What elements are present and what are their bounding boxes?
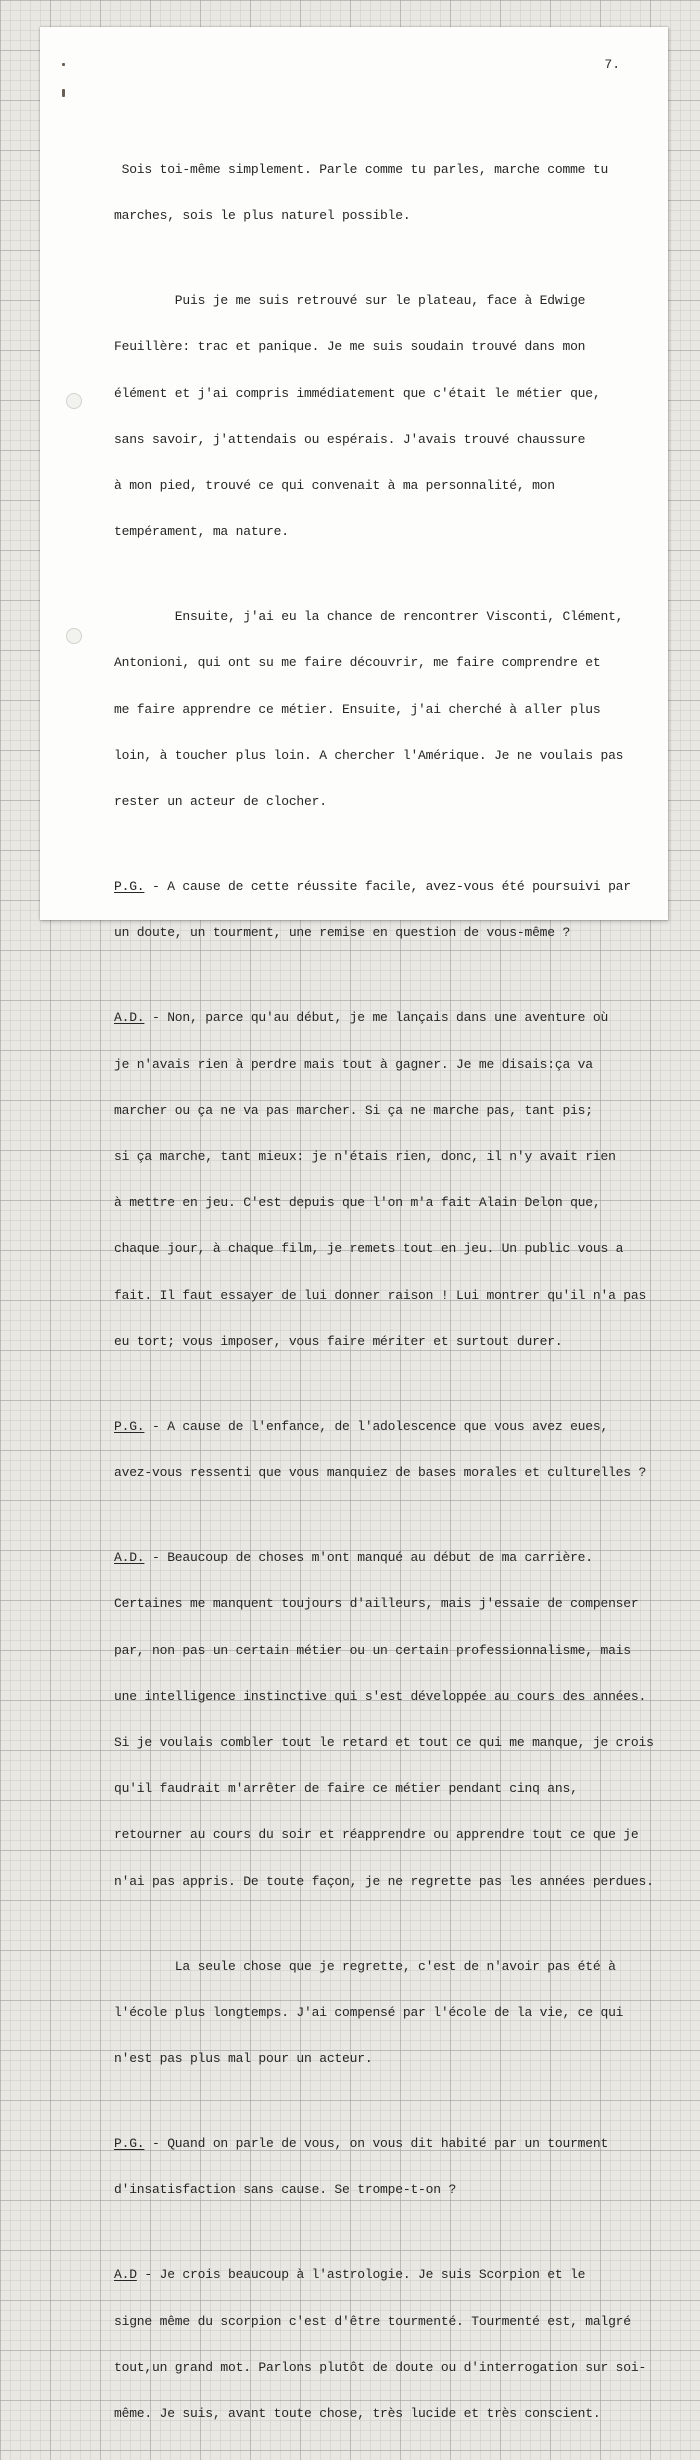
paragraph-regret bbox=[114, 1928, 674, 2097]
question-2 bbox=[114, 1388, 674, 1511]
text-line: Feuillère: trac et panique. Je me suis soudain trouvé dans mon bbox=[114, 339, 586, 355]
text-line bbox=[114, 2267, 674, 2282]
page-number: 7. bbox=[604, 57, 620, 72]
speaker-label: P.G. bbox=[114, 2136, 145, 2152]
text-line: Si je voulais combler tout le retard et tout ce qui me manque, je crois bbox=[114, 1735, 654, 1751]
punch-hole bbox=[66, 628, 82, 644]
text-line: sans savoir, j'attendais ou espérais. J'avais trouvé chaussure bbox=[114, 431, 586, 447]
text-line: eu tort; vous imposer, vous faire mériter et surtout durer. bbox=[114, 1333, 563, 1349]
text-line: Antonioni, qui ont su me faire découvrir, me faire comprendre et bbox=[114, 655, 601, 671]
text-line: chaque jour, à chaque film, je remets tout en jeu. Un public vous a bbox=[114, 1241, 624, 1257]
text-line: La seule chose que je regrette, c'est de n'avoir pas été à bbox=[114, 1958, 616, 1974]
text-line: marches, sois le plus naturel possible. bbox=[114, 208, 411, 224]
answer-1 bbox=[114, 980, 674, 1381]
paragraph-directors bbox=[114, 578, 674, 840]
text-line-rest: - Non, parce qu'au début, je me lançais dans une aventure où bbox=[144, 1010, 609, 1026]
text-line: si ça marche, tant mieux: je n'étais rien, donc, il n'y avait rien bbox=[114, 1149, 616, 1164]
question-3 bbox=[114, 2105, 674, 2228]
text-line-rest: - Beaucoup de choses m'ont manqué au début de ma carrière. bbox=[144, 1550, 593, 1566]
text-line-rest: - Quand on parle de vous, on vous dit habité par un tourment bbox=[144, 2136, 609, 2152]
text-line: retourner au cours du soir et réapprendre ou apprendre tout ce que je bbox=[114, 1827, 639, 1843]
text-line: à mon pied, trouvé ce qui convenait à ma personnalité, mon bbox=[114, 477, 555, 493]
speaker-label: P.G. bbox=[114, 879, 145, 895]
text-line: d'insatisfaction sans cause. Se trompe-t-on ? bbox=[114, 2182, 457, 2198]
text-line: Sois toi-même simplement. Parle comme tu parles, marche comme tu bbox=[114, 161, 609, 177]
text-line: Certaines me manquent toujours d'ailleurs, mais j'essaie de compenser bbox=[114, 1596, 639, 1612]
text-line-rest: - A cause de cette réussite facile, avez-vous été poursuivi par bbox=[144, 879, 631, 895]
text-line: n'est pas plus mal pour un acteur. bbox=[114, 2051, 373, 2067]
answer-3 bbox=[114, 2237, 674, 2453]
speaker-label: A.D. bbox=[114, 1550, 145, 1566]
text-line: qu'il faudrait m'arrêter de faire ce métier pendant cinq ans, bbox=[114, 1781, 578, 1797]
text-line bbox=[114, 2136, 674, 2151]
text-line: un doute, un tourment, une remise en question de vous-même ? bbox=[114, 925, 571, 941]
text-line: rester un acteur de clocher. bbox=[114, 794, 327, 810]
text-line: même. Je suis, avant toute chose, très lucide et très conscient. bbox=[114, 2406, 601, 2422]
punch-hole bbox=[66, 393, 82, 409]
text-line-rest: - Je crois beaucoup à l'astrologie. Je suis Scorpion et le bbox=[136, 2267, 586, 2283]
text-line: je n'avais rien à perdre mais tout à gagner. Je me disais:ça va bbox=[114, 1056, 593, 1072]
ink-mark bbox=[62, 63, 65, 66]
text-line: me faire apprendre ce métier. Ensuite, j'ai cherché à aller plus bbox=[114, 701, 601, 717]
speaker-label: P.G. bbox=[114, 1418, 145, 1434]
answer-2 bbox=[114, 1519, 674, 1920]
text-line: fait. Il faut essayer de lui donner raison ! Lui montrer qu'il n'a pas bbox=[114, 1287, 647, 1303]
question-1 bbox=[114, 848, 674, 971]
paragraph-plateau bbox=[114, 262, 674, 570]
speaker-label: A.D bbox=[114, 2267, 137, 2283]
text-line: Ensuite, j'ai eu la chance de rencontrer Visconti, Clément, bbox=[114, 609, 624, 625]
text-line: par, non pas un certain métier ou un certain professionnalisme, mais bbox=[114, 1642, 631, 1658]
text-line: tempérament, ma nature. bbox=[114, 524, 289, 540]
text-line: l'école plus longtemps. J'ai compensé par l'école de la vie, ce qui bbox=[114, 2004, 624, 2020]
speaker-label: A.D. bbox=[114, 1010, 145, 1026]
typewritten-page bbox=[40, 27, 668, 2422]
document-body bbox=[114, 131, 674, 2460]
text-line: marcher ou ça ne va pas marcher. Si ça ne marche pas, tant pis; bbox=[114, 1102, 593, 1118]
text-line-rest: - A cause de l'enfance, de l'adolescence que vous avez eues, bbox=[144, 1418, 609, 1434]
text-line: Puis je me suis retrouvé sur le plateau, face à Edwige bbox=[114, 293, 586, 309]
text-line bbox=[114, 1010, 674, 1025]
text-line: élément et j'ai compris immédiatement que c'était le métier que, bbox=[114, 385, 601, 401]
paragraph-intro bbox=[114, 131, 674, 254]
text-line bbox=[114, 879, 674, 894]
text-line: n'ai pas appris. De toute façon, je ne regrette pas les années perdues. bbox=[114, 1873, 654, 1889]
ink-mark bbox=[62, 89, 65, 97]
text-line: avez-vous ressenti que vous manquiez de bases morales et culturelles ? bbox=[114, 1465, 647, 1481]
text-line: loin, à toucher plus loin. A chercher l'Amérique. Je ne voulais pas bbox=[114, 747, 624, 763]
text-line: signe même du scorpion c'est d'être tourmenté. Tourmenté est, malgré bbox=[114, 2313, 631, 2329]
text-line bbox=[114, 1419, 674, 1434]
text-line: tout,un grand mot. Parlons plutôt de doute ou d'interrogation sur soi- bbox=[114, 2359, 647, 2375]
text-line: à mettre en jeu. C'est depuis que l'on m'a fait Alain Delon que, bbox=[114, 1195, 601, 1211]
text-line: une intelligence instinctive qui s'est développée au cours des années. bbox=[114, 1688, 647, 1704]
text-line bbox=[114, 1550, 674, 1565]
